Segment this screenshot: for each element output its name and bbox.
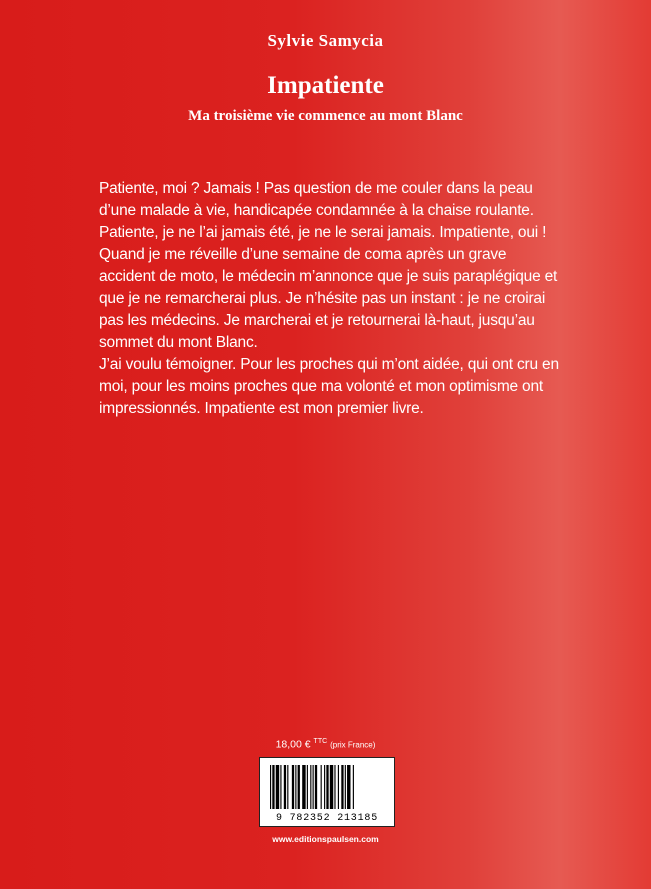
isbn-digits: 9 782352 213185: [275, 813, 378, 824]
blurb-paragraph-1: Patiente, moi ? Jamais ! Pas question de me couler dans la peau d’une malade à vie, handicapée condamnée à la chaise roulante. Patiente, je ne l’ai jamais été, je ne le serai jamais. Impatiente, oui ! Quand je me réveille d’une semaine de coma après un grave accident de moto, le médecin m’annonce que je suis paraplégique et que je ne remarcherai plus. Je n’hésite pas un instant : je ne croirai pas les médecins. Je marcherai et je retournerai là-haut, jusqu’au sommet du mont Blanc.: [99, 180, 558, 351]
book-subtitle: Ma troisième vie commence au mont Blanc: [188, 108, 463, 124]
book-title: Impatiente: [267, 72, 384, 99]
price-label: [0, 738, 651, 751]
isbn-barcode: [259, 757, 395, 827]
price-tax: TTC: [313, 738, 328, 745]
price-region: (prix France): [330, 740, 376, 750]
barcode-bars-icon: [268, 765, 386, 809]
price-amount: 18,00 €: [275, 738, 311, 751]
publisher-website: www.editionspaulsen.com: [272, 834, 379, 844]
blurb-text: [99, 178, 559, 420]
blurb-paragraph-2: J’ai voulu témoigner. Pour les proches qui m’ont aidée, qui ont cru en moi, pour les moins proches que ma volonté et mon optimisme ont impressionnés. Impatiente est mon premier livre.: [99, 356, 559, 417]
author-name: Sylvie Samycia: [267, 31, 384, 50]
